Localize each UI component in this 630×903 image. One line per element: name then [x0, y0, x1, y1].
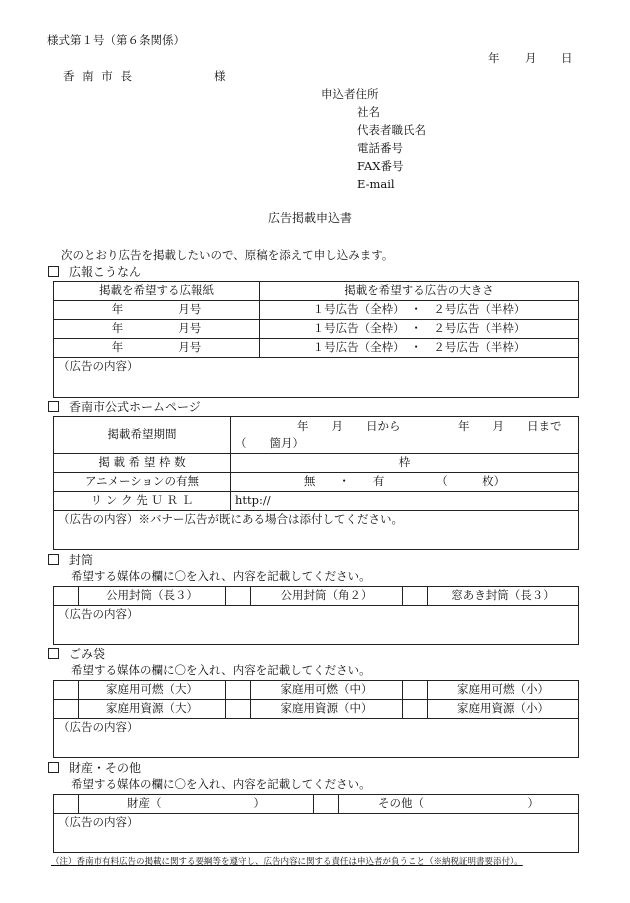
section-koho-heading	[48, 265, 141, 279]
koho-table	[53, 281, 579, 398]
section-garbage-heading	[48, 647, 105, 661]
section-garbage-title: ごみ袋	[69, 647, 106, 661]
envelope-content-field[interactable]: （広告の内容）	[54, 606, 579, 645]
checkbox-envelope[interactable]	[48, 554, 59, 565]
garbage-option-6: 家庭用資源（小）	[428, 700, 579, 719]
applicant-company-label: 社名	[357, 105, 380, 119]
koho-header-paper: 掲載を希望する広報紙	[54, 282, 260, 301]
applicant-fax-label: FAX番号	[357, 159, 404, 173]
garbage-mark-1[interactable]	[54, 681, 79, 700]
table-row	[54, 587, 579, 606]
checkbox-garbage[interactable]	[48, 648, 59, 659]
garbage-option-5: 家庭用資源（中）	[251, 700, 403, 719]
section-envelope-heading	[48, 553, 93, 567]
other-instruction: 希望する媒体の欄に〇を入れ、内容を記載してください。	[71, 777, 371, 791]
garbage-option-1: 家庭用可燃（大）	[79, 681, 226, 700]
garbage-table	[53, 680, 579, 758]
date-month: 月	[525, 51, 537, 65]
envelope-table	[53, 586, 579, 645]
koho-row3-issue[interactable]: 年 月号	[54, 339, 260, 358]
date-day: 日	[561, 51, 573, 65]
addressee-honorific: 様	[214, 69, 226, 83]
applicant-email-label: E-mail	[357, 177, 395, 191]
table-row	[54, 700, 579, 719]
other-option-1: 財産（ ）	[79, 795, 314, 814]
section-envelope-title: 封筒	[69, 553, 94, 567]
envelope-mark-2[interactable]	[226, 587, 251, 606]
applicant-representative-label: 代表者職氏名	[357, 123, 426, 137]
checkbox-other[interactable]	[48, 762, 59, 773]
section-other-title: 財産・その他	[69, 761, 142, 775]
garbage-option-4: 家庭用資源（大）	[79, 700, 226, 719]
web-animation-field[interactable]: 無 ・ 有 （ 枚）	[231, 473, 579, 492]
section-other-heading	[48, 761, 141, 775]
envelope-mark-1[interactable]	[54, 587, 79, 606]
koho-row1-size[interactable]: １号広告（全枠） ・ ２号広告（半枠）	[260, 301, 579, 320]
web-url-field[interactable]: http://	[231, 492, 579, 511]
footnote: （注）香南市有料広告の掲載に関する要綱等を遵守し、広告内容に関する責任は申込者が負うこと（※納税証明書要添付）。	[51, 857, 523, 867]
document-title: 広告掲載申込書	[268, 211, 353, 225]
koho-row1-issue[interactable]: 年 月号	[54, 301, 260, 320]
garbage-mark-5[interactable]	[226, 700, 251, 719]
web-url-label: リ ン ク 先 Ｕ Ｒ Ｌ	[54, 492, 231, 511]
table-row	[54, 795, 579, 814]
web-period-line2: （ 箇月）	[235, 436, 304, 450]
koho-header-size: 掲載を希望する広告の大きさ	[260, 282, 579, 301]
web-period-field[interactable]	[231, 417, 579, 454]
intro-text: 次のとおり広告を掲載したいので、原稿を添えて申し込みます。	[61, 248, 394, 262]
garbage-option-3: 家庭用可燃（小）	[428, 681, 579, 700]
garbage-mark-6[interactable]	[403, 700, 428, 719]
koho-content-field[interactable]: （広告の内容）	[54, 358, 579, 398]
web-animation-label: アニメーションの有無	[54, 473, 231, 492]
envelope-option-1: 公用封筒（長３）	[79, 587, 226, 606]
other-table	[53, 794, 579, 853]
other-mark-1[interactable]	[54, 795, 79, 814]
garbage-mark-3[interactable]	[403, 681, 428, 700]
date-year: 年	[488, 51, 500, 65]
garbage-content-field[interactable]: （広告の内容）	[54, 719, 579, 758]
koho-row2-issue[interactable]: 年 月号	[54, 320, 260, 339]
applicant-address-label: 申込者住所	[321, 87, 379, 101]
other-mark-2[interactable]	[314, 795, 339, 814]
garbage-instruction: 希望する媒体の欄に〇を入れ、内容を記載してください。	[71, 663, 371, 677]
section-web-title: 香南市公式ホームページ	[69, 400, 201, 414]
koho-row3-size[interactable]: １号広告（全枠） ・ ２号広告（半枠）	[260, 339, 579, 358]
table-row	[54, 320, 579, 339]
other-option-2: その他（ ）	[339, 795, 579, 814]
garbage-mark-4[interactable]	[54, 700, 79, 719]
web-period-line1: 年 月 日から 年 月 日まで	[297, 419, 562, 433]
web-slots-field[interactable]: 枠	[231, 454, 579, 473]
checkbox-koho[interactable]	[48, 266, 59, 277]
section-web-heading	[48, 400, 201, 414]
table-row	[54, 339, 579, 358]
koho-row2-size[interactable]: １号広告（全枠） ・ ２号広告（半枠）	[260, 320, 579, 339]
garbage-mark-2[interactable]	[226, 681, 251, 700]
web-content-field[interactable]: （広告の内容）※バナー広告が既にある場合は添付してください。	[54, 511, 579, 550]
section-koho-title: 広報こうなん	[69, 265, 142, 279]
applicant-phone-label: 電話番号	[357, 141, 403, 155]
envelope-instruction: 希望する媒体の欄に〇を入れ、内容を記載してください。	[71, 569, 371, 583]
form-number: 様式第１号（第６条関係）	[47, 33, 185, 47]
addressee-name: 香 南 市 長	[63, 69, 134, 83]
envelope-option-3: 窓あき封筒（長３）	[428, 587, 579, 606]
envelope-mark-3[interactable]	[403, 587, 428, 606]
web-table	[53, 416, 579, 550]
table-row	[54, 681, 579, 700]
table-row	[54, 301, 579, 320]
envelope-option-2: 公用封筒（角２）	[251, 587, 403, 606]
other-content-field[interactable]: （広告の内容）	[54, 814, 579, 853]
web-period-label: 掲載希望期間	[54, 417, 231, 454]
checkbox-web[interactable]	[48, 401, 59, 412]
garbage-option-2: 家庭用可燃（中）	[251, 681, 403, 700]
web-slots-label: 掲 載 希 望 枠 数	[54, 454, 231, 473]
